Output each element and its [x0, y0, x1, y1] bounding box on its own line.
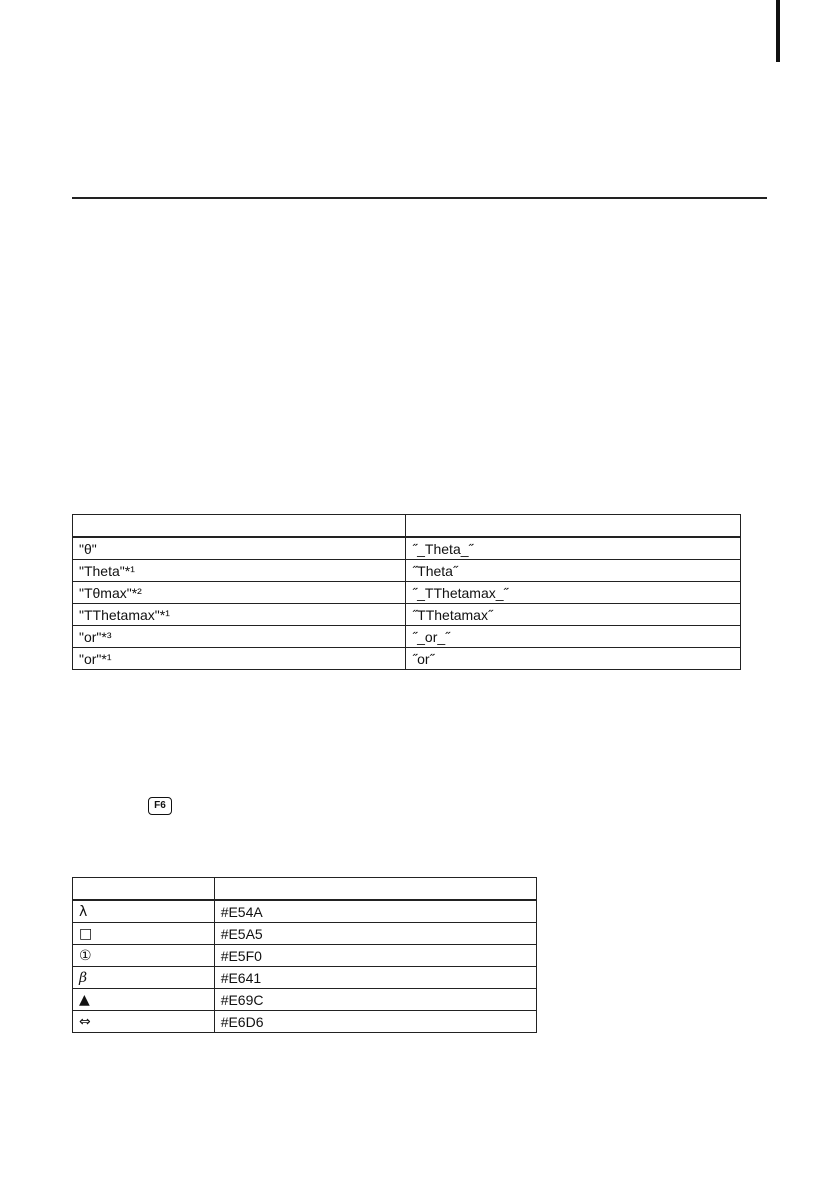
- code-cell: #E5F0: [214, 945, 536, 967]
- character-cell: β: [73, 967, 215, 989]
- table-row: [73, 626, 741, 648]
- output-cell: ˝_TThetamax_˝: [406, 582, 741, 604]
- header-cell-code: [214, 878, 536, 901]
- character-cell: ▲: [73, 989, 215, 1011]
- output-cell: ˝Theta˝: [406, 560, 741, 582]
- table-header-row: [73, 515, 741, 538]
- character-cell: ⇔: [73, 1011, 215, 1033]
- code-cell: #E6D6: [214, 1011, 536, 1033]
- escape-sequence-table: [72, 514, 741, 670]
- code-cell: #E641: [214, 967, 536, 989]
- table-row: [73, 923, 537, 945]
- input-cell: "θ": [73, 537, 406, 560]
- input-cell: "TThetamax"*¹: [73, 604, 406, 626]
- input-cell: "Tθmax"*²: [73, 582, 406, 604]
- output-cell: ˝TThetamax˝: [406, 604, 741, 626]
- input-cell: "Theta"*¹: [73, 560, 406, 582]
- table-row: [73, 560, 741, 582]
- code-cell: #E69C: [214, 989, 536, 1011]
- table-row: [73, 537, 741, 560]
- f6-key-icon: F6: [148, 797, 172, 815]
- section-divider: [72, 197, 767, 199]
- character-code-table: [72, 877, 537, 1033]
- character-cell: λ: [73, 900, 215, 923]
- input-cell: "or"*¹: [73, 648, 406, 670]
- header-cell-character: [73, 878, 215, 901]
- header-cell-output: [406, 515, 741, 538]
- input-cell: "or"*³: [73, 626, 406, 648]
- margin-marker: [776, 0, 780, 62]
- output-cell: ˝_Theta_˝: [406, 537, 741, 560]
- code-cell: #E5A5: [214, 923, 536, 945]
- table-row: [73, 989, 537, 1011]
- code-cell: #E54A: [214, 900, 536, 923]
- table-header-row: [73, 878, 537, 901]
- character-cell: ①: [73, 945, 215, 967]
- output-cell: ˝or˝: [406, 648, 741, 670]
- table-row: [73, 967, 537, 989]
- character-cell: □: [73, 923, 215, 945]
- table-row: [73, 648, 741, 670]
- table-row: [73, 604, 741, 626]
- table-row: [73, 1011, 537, 1033]
- table-row: [73, 945, 537, 967]
- table-row: [73, 582, 741, 604]
- header-cell-input: [73, 515, 406, 538]
- output-cell: ˝_or_˝: [406, 626, 741, 648]
- table-row: [73, 900, 537, 923]
